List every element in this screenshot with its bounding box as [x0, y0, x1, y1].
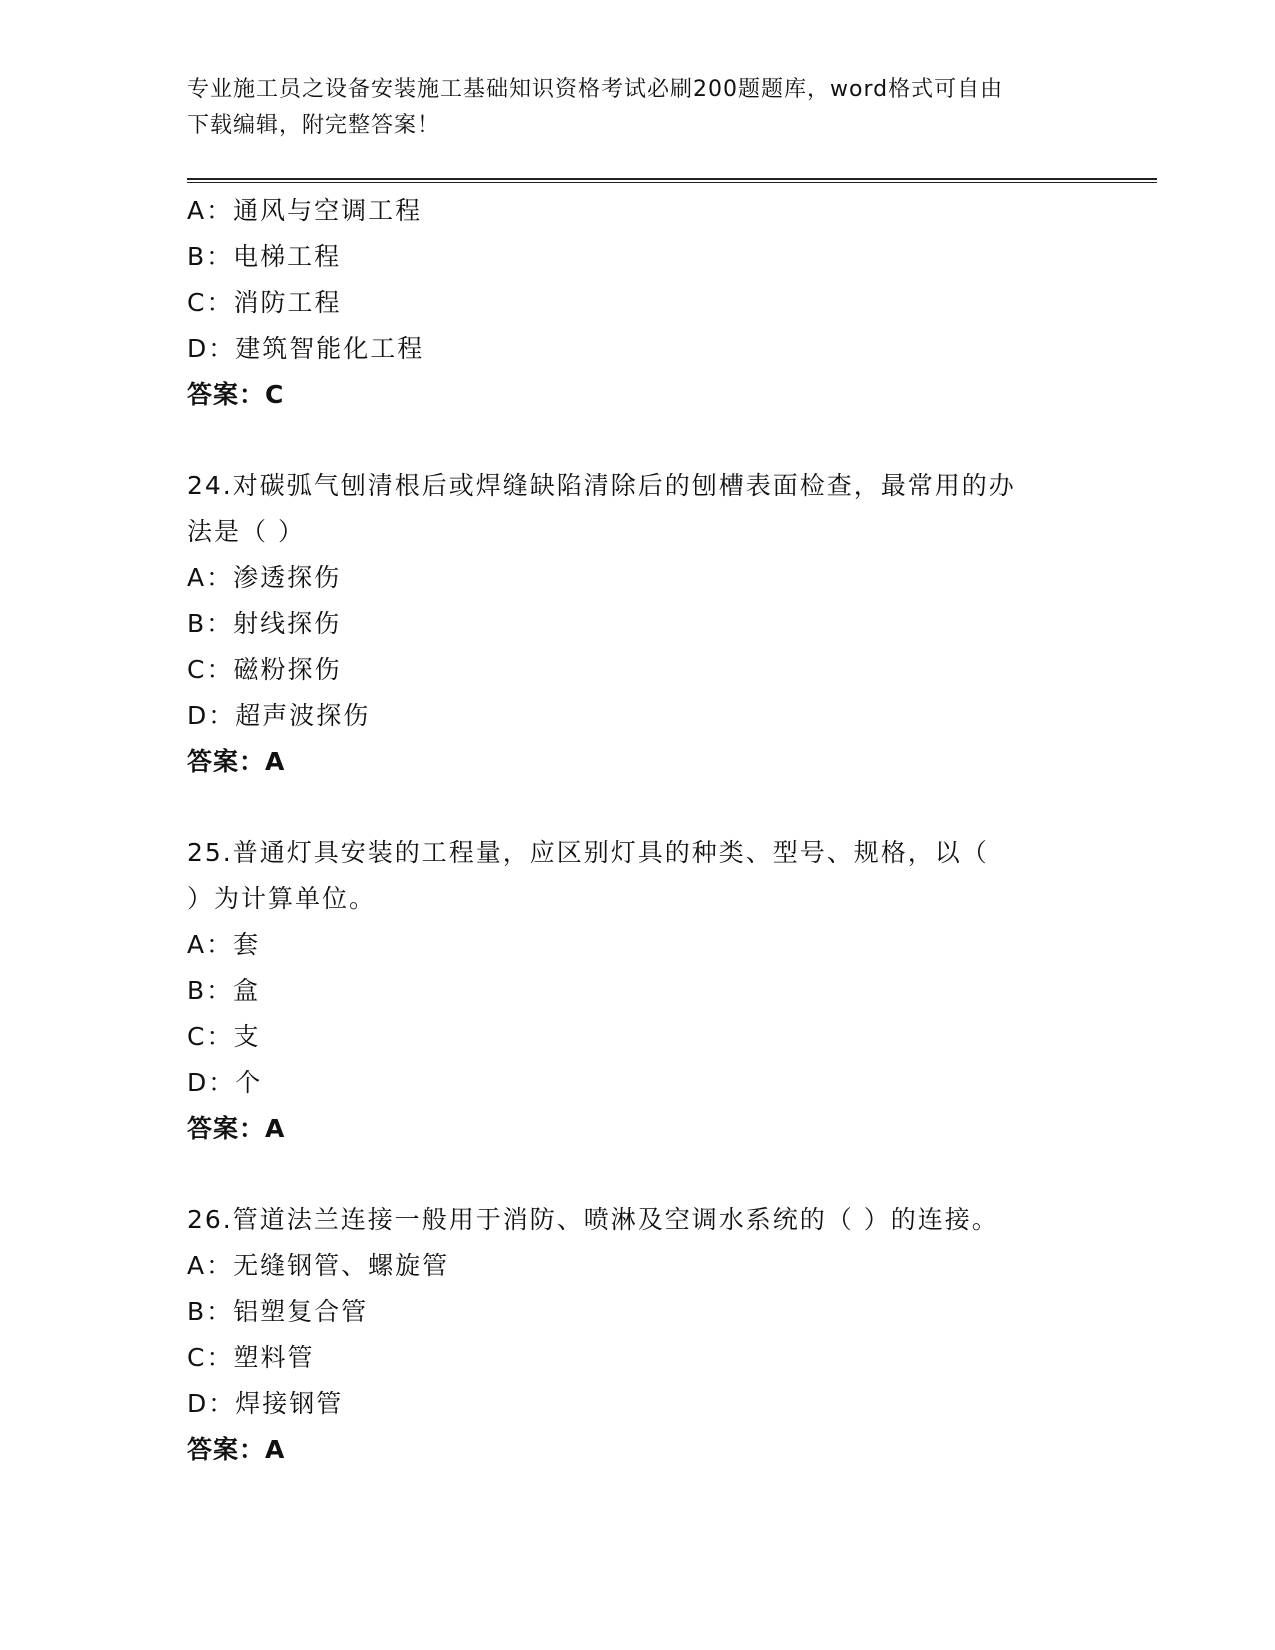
question-block-23 [187, 188, 1067, 418]
question-block-24 [187, 463, 1067, 785]
option-b: B：电梯工程 [187, 242, 342, 271]
header-line-2: 下载编辑，附完整答案！ [187, 113, 441, 138]
option-c: C：塑料管 [187, 1343, 315, 1372]
option-a: A：套 [187, 930, 261, 959]
question-text-line-1: 26.管道法兰连接一般用于消防、喷淋及空调水系统的（ ）的连接。 [187, 1205, 999, 1234]
question-block-25 [187, 830, 1067, 1152]
option-a: A：无缝钢管、螺旋管 [187, 1251, 450, 1280]
option-d: D：个 [187, 1068, 263, 1097]
question-text-line-2: ）为计算单位。 [187, 884, 377, 913]
option-c: C：消防工程 [187, 288, 342, 317]
option-a: A：渗透探伤 [187, 563, 342, 592]
header-line-1: 专业施工员之设备安装施工基础知识资格考试必刷200题题库，word格式可自由 [187, 77, 1004, 102]
answer-line: 答案：A [187, 1435, 286, 1464]
answer-line: 答案：A [187, 1114, 286, 1143]
option-b: B：铝塑复合管 [187, 1297, 369, 1326]
option-d: D：超声波探伤 [187, 701, 371, 730]
answer-line: 答案：C [187, 380, 285, 409]
document-header [187, 72, 1067, 144]
option-c: C：磁粉探伤 [187, 655, 342, 684]
question-list [187, 188, 1067, 1473]
question-text-line-1: 25.普通灯具安装的工程量，应区别灯具的种类、型号、规格，以（ [187, 838, 989, 867]
header-divider-bottom [187, 182, 1157, 183]
question-block-26 [187, 1197, 1067, 1473]
question-text-line-1: 24.对碳弧气刨清根后或焊缝缺陷清除后的刨槽表面检查，最常用的办 [187, 471, 1016, 500]
answer-line: 答案：A [187, 747, 286, 776]
option-b: B：射线探伤 [187, 609, 342, 638]
question-text-line-2: 法是（ ） [187, 517, 305, 546]
option-b: B：盒 [187, 976, 261, 1005]
option-c: C：支 [187, 1022, 261, 1051]
option-a: A：通风与空调工程 [187, 196, 423, 225]
header-divider-top [187, 178, 1157, 180]
option-d: D：建筑智能化工程 [187, 334, 425, 363]
option-d: D：焊接钢管 [187, 1389, 344, 1418]
